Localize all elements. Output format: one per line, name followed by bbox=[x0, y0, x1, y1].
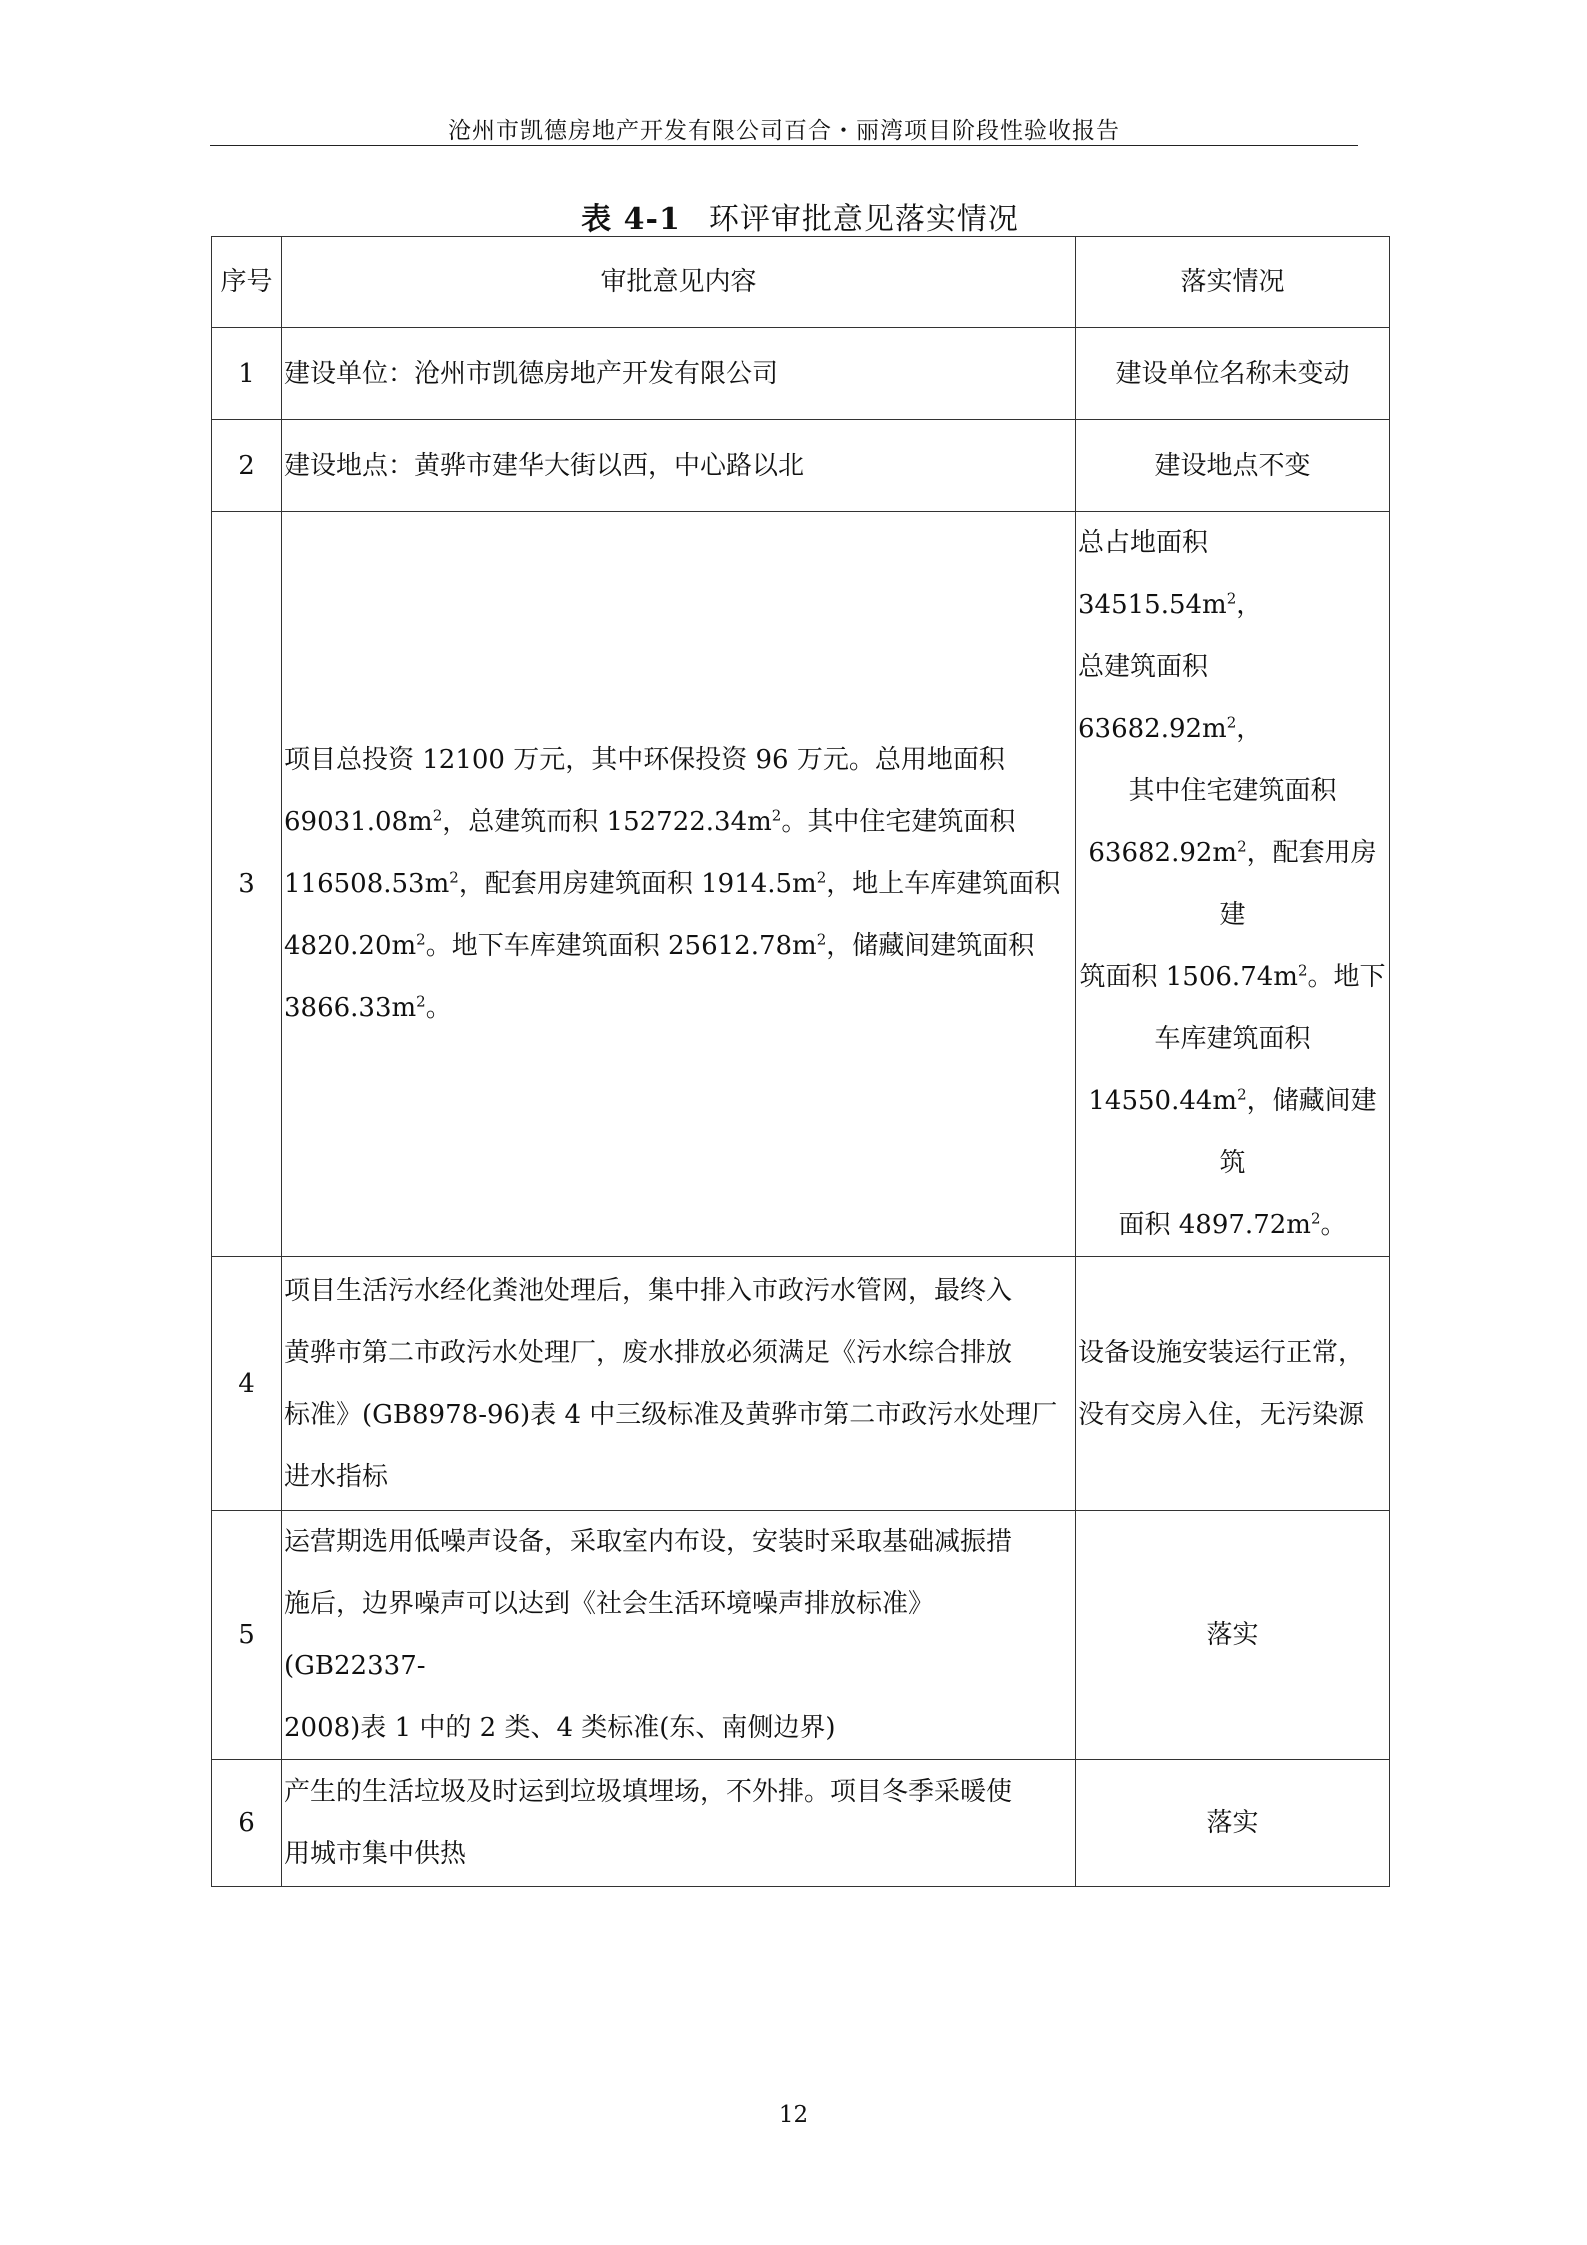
content-line: $116508.53m^2$，配套用房建筑面积 $1914.5m^2$，地上车库建筑面积 bbox=[284, 868, 1061, 899]
content-line: 黄骅市第二市政污水处理厂，废水排放必须满足《污水综合排放 bbox=[284, 1337, 1013, 1368]
row-content bbox=[282, 512, 1076, 1257]
column-header-content: 审批意见内容 bbox=[282, 237, 1076, 328]
table-caption bbox=[210, 194, 1390, 238]
row-seq: 3 bbox=[212, 512, 282, 1257]
result-line: 车库建筑面积 bbox=[1154, 1024, 1311, 1054]
content-line: 项目总投资 12100 万元，其中环保投资 96 万元。总用地面积 bbox=[284, 745, 1005, 775]
table-row bbox=[212, 1257, 1390, 1511]
content-line: 施后，边界噪声可以达到《社会生活环境噪声排放标准》(GB22337- bbox=[284, 1589, 935, 1681]
row-result bbox=[1076, 1257, 1390, 1511]
row-content bbox=[282, 1760, 1076, 1887]
document-header-title: 沧州市凯德房地产开发有限公司百合・丽湾项目阶段性验收报告 bbox=[448, 118, 1120, 144]
result-line: 设备设施安装运行正常， bbox=[1078, 1337, 1365, 1368]
row-content bbox=[282, 1257, 1076, 1511]
row-seq: 6 bbox=[212, 1760, 282, 1887]
content-line: $3866.33m^2$。 bbox=[284, 992, 452, 1023]
table-caption-number: 表 4-1 bbox=[581, 202, 681, 237]
table-row bbox=[212, 328, 1390, 420]
row-result: 落实 bbox=[1076, 1511, 1390, 1760]
table-header-row bbox=[212, 237, 1390, 328]
result-line: $14550.44m^2$，储藏间建筑 bbox=[1088, 1085, 1377, 1178]
row-seq: 2 bbox=[212, 420, 282, 512]
row-content: 建设地点：黄骅市建华大街以西，中心路以北 bbox=[282, 420, 1076, 512]
row-seq: 5 bbox=[212, 1511, 282, 1760]
row-content: 建设单位：沧州市凯德房地产开发有限公司 bbox=[282, 328, 1076, 420]
content-line: $69031.08m^2$，总建筑而积 $152722.34m^2$。其中住宅建筑面积 bbox=[284, 806, 1016, 837]
approval-table bbox=[211, 236, 1390, 1887]
page-number: 12 bbox=[778, 2102, 809, 2128]
row-content bbox=[282, 1511, 1076, 1760]
column-header-result: 落实情况 bbox=[1076, 237, 1390, 328]
row-result bbox=[1076, 512, 1390, 1257]
result-line: 总占地面积 $34515.54m^2$， bbox=[1078, 528, 1263, 620]
result-line: 没有交房入住，无污染源 bbox=[1078, 1399, 1365, 1430]
result-line: 筑面积 $1506.74m^2$。地下 bbox=[1079, 961, 1386, 992]
table-row bbox=[212, 1760, 1390, 1887]
content-line: 产生的生活垃圾及时运到垃圾填埋场，不外排。项目冬季采暖使 bbox=[284, 1777, 1013, 1807]
row-seq: 1 bbox=[212, 328, 282, 420]
row-result: 落实 bbox=[1076, 1760, 1390, 1887]
row-seq: 4 bbox=[212, 1257, 282, 1511]
row-result: 建设地点不变 bbox=[1076, 420, 1390, 512]
column-header-seq: 序号 bbox=[212, 237, 282, 328]
table-caption-title: 环评审批意见落实情况 bbox=[708, 202, 1019, 237]
header-divider bbox=[210, 145, 1358, 146]
content-line: 项目生活污水经化粪池处理后，集中排入市政污水管网，最终入 bbox=[284, 1275, 1013, 1306]
result-line: 总建筑面积 $63682.92m^2$， bbox=[1078, 652, 1263, 744]
content-line: 运营期选用低噪声设备，采取室内布设，安装时采取基础减振措 bbox=[284, 1527, 1013, 1557]
table-row bbox=[212, 420, 1390, 512]
content-line: 用城市集中供热 bbox=[284, 1839, 467, 1869]
table-row bbox=[212, 1511, 1390, 1760]
row-result: 建设单位名称未变动 bbox=[1076, 328, 1390, 420]
result-line: 其中住宅建筑面积 bbox=[1128, 776, 1337, 806]
content-line: 2008)表 1 中的 2 类、4 类标准(东、南侧边界) bbox=[284, 1713, 836, 1743]
table-row bbox=[212, 512, 1390, 1257]
content-line: $4820.20m^2$。地下车库建筑面积 $25612.78m^2$，储藏间建筑面积 bbox=[284, 930, 1035, 961]
result-line: 面积 $4897.72m^2$。 bbox=[1118, 1209, 1347, 1240]
content-line: 标准》(GB8978-96)表 4 中三级标准及黄骅市第二市政污水处理厂 bbox=[284, 1399, 1058, 1430]
result-line: $63682.92m^2$，配套用房建 bbox=[1088, 837, 1377, 930]
content-line: 进水指标 bbox=[284, 1461, 389, 1492]
